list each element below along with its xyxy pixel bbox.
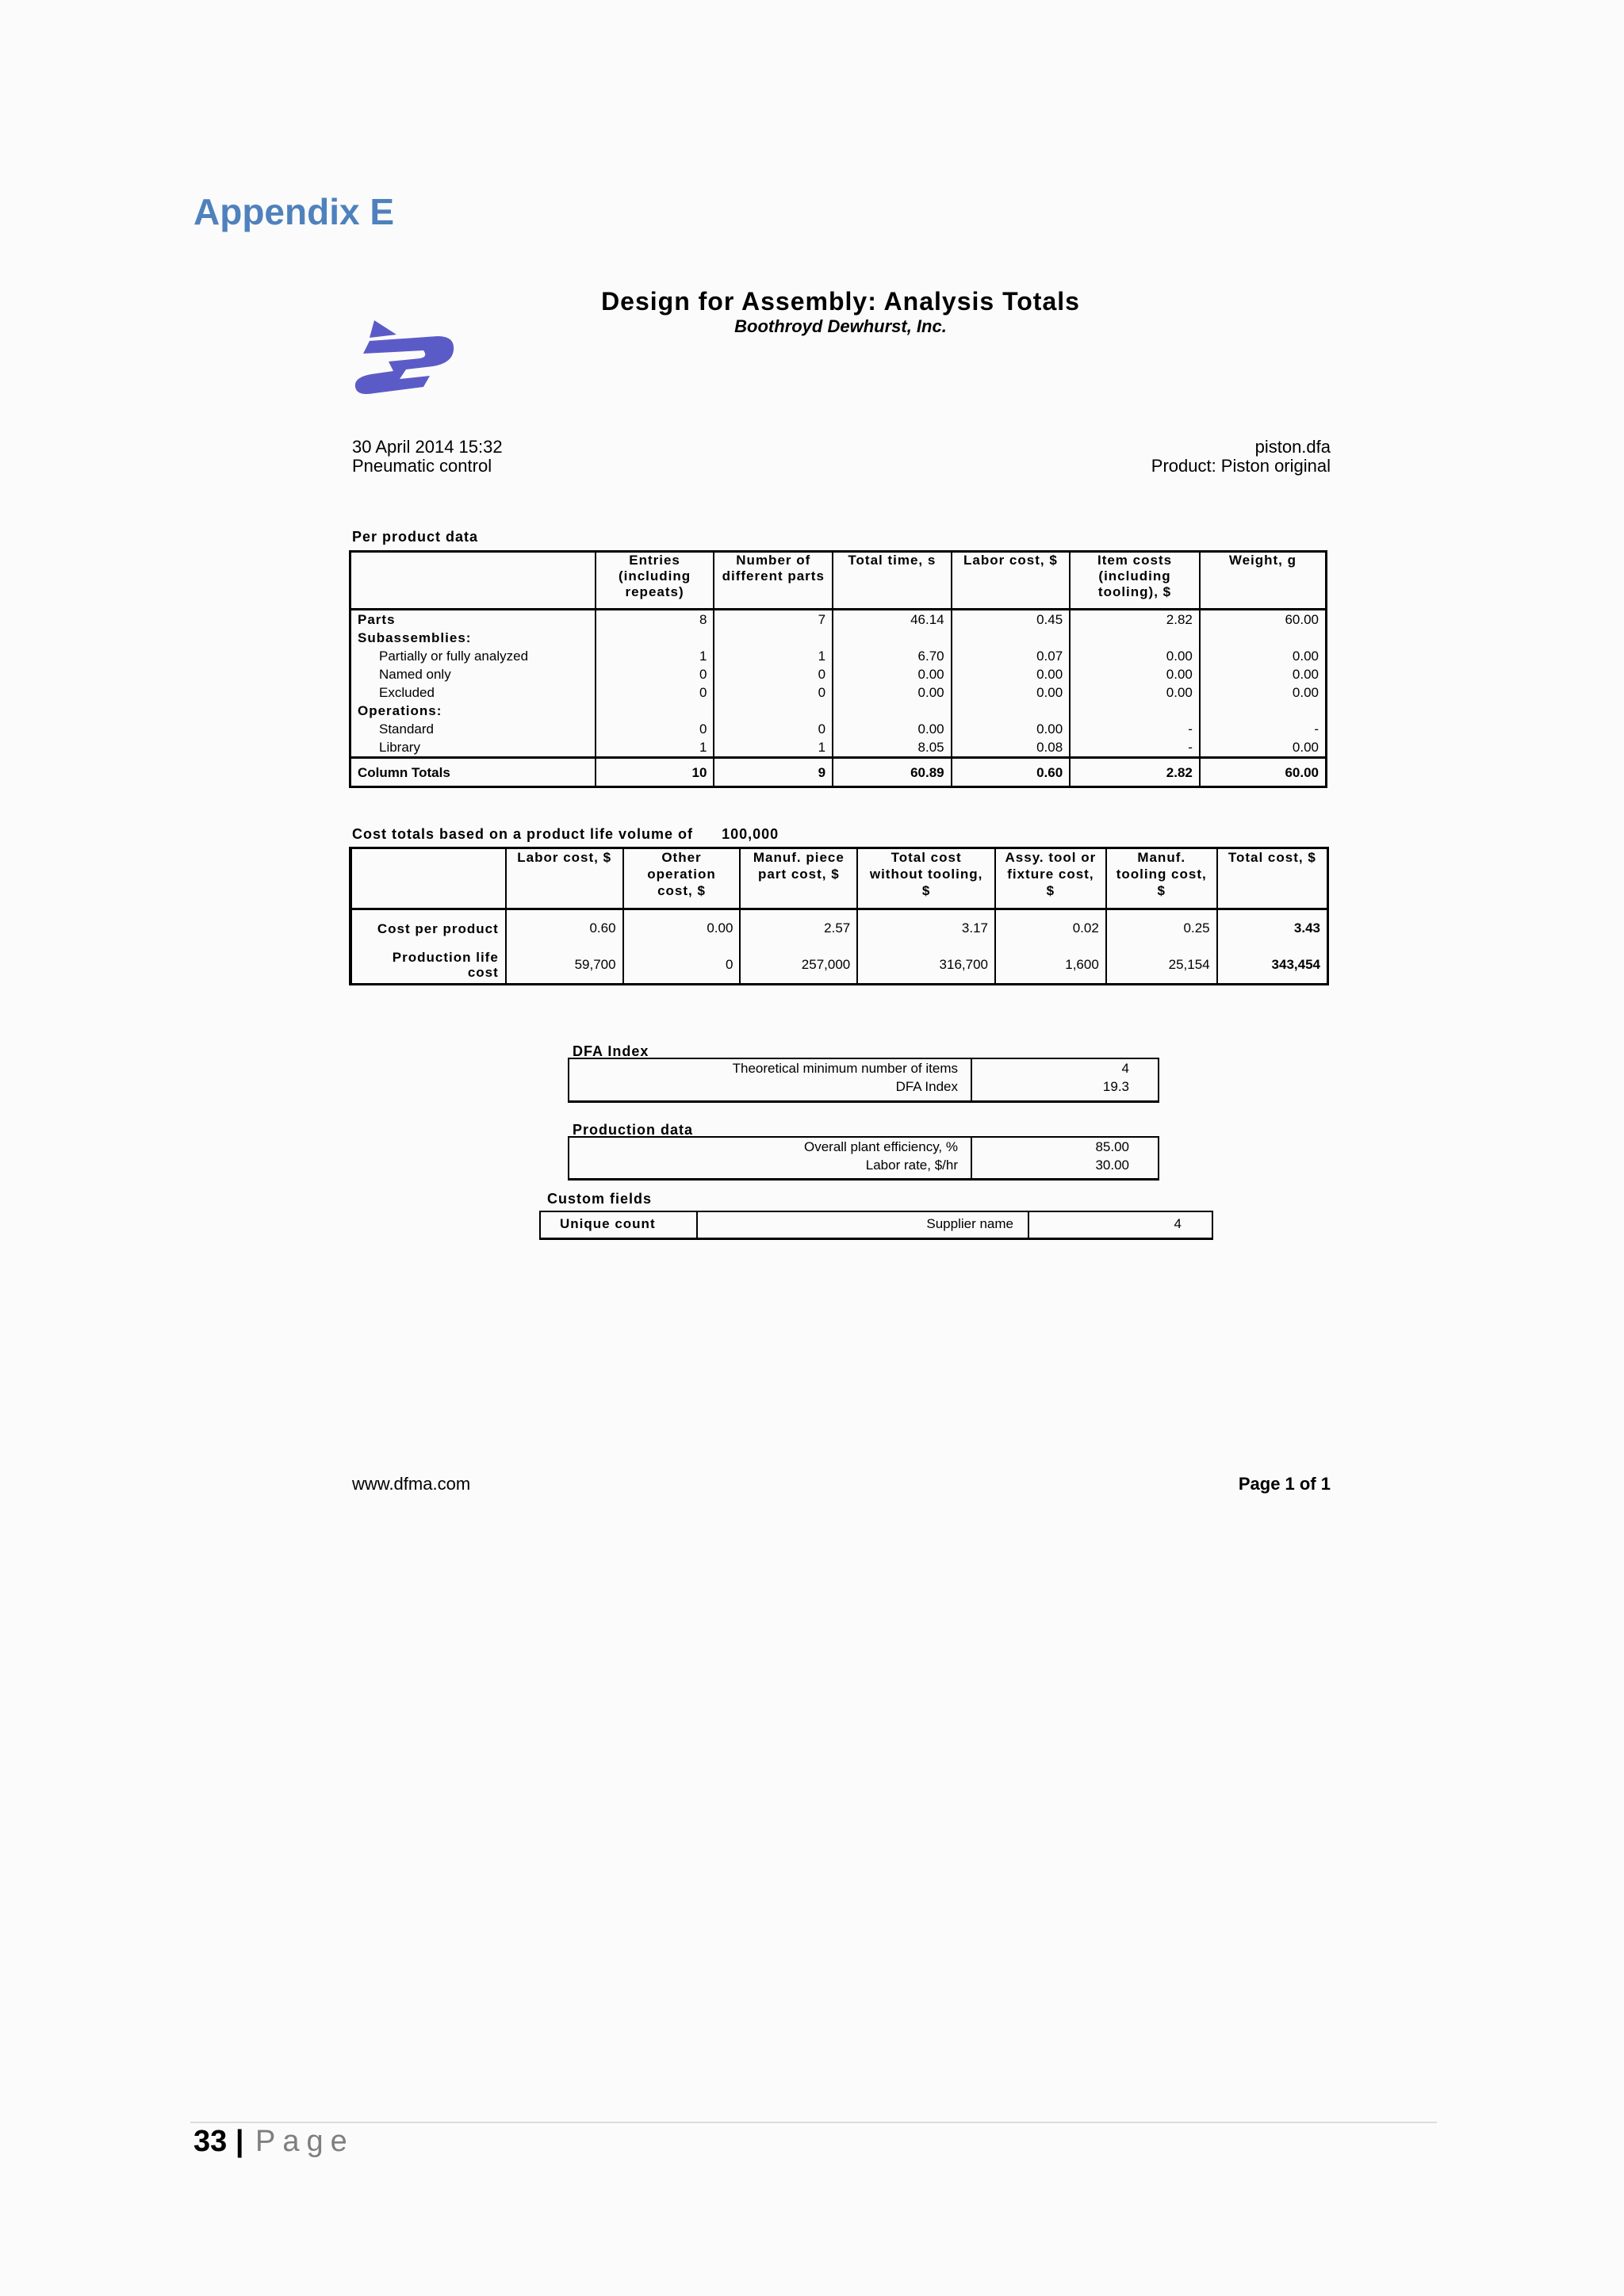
cell: 0.60 <box>506 909 623 947</box>
header-cell: Weight, g <box>1200 552 1327 610</box>
cell: 60.00 <box>1200 610 1327 629</box>
cell: 0.08 <box>952 738 1071 758</box>
header-cell-blank <box>350 848 506 909</box>
footer-website: www.dfma.com <box>352 1474 471 1494</box>
cell: 1 <box>596 738 714 758</box>
dfa-index-title: DFA Index <box>573 1043 649 1059</box>
cell: 59,700 <box>506 947 623 985</box>
cell: 0.00 <box>1200 665 1327 683</box>
header-cell: Labor cost, $ <box>952 552 1071 610</box>
row-label: Partially or fully analyzed <box>379 649 529 664</box>
cell: 2.57 <box>740 909 857 947</box>
report-date: 30 April 2014 15:32 <box>352 437 503 457</box>
cell: 257,000 <box>740 947 857 985</box>
report-company: Boothroyd Dewhurst, Inc. <box>734 316 947 336</box>
row-label: Column Totals <box>350 758 596 787</box>
cell: 46.14 <box>833 610 952 629</box>
plant-efficiency-label: Overall plant efficiency, % <box>803 1139 958 1154</box>
life-volume: 100,000 <box>722 826 779 842</box>
cell: 1 <box>596 647 714 665</box>
cell: 8 <box>596 610 714 629</box>
cell: 316,700 <box>857 947 995 985</box>
header-cell: Item costs (including tooling), $ <box>1070 552 1200 610</box>
header-cell: Total time, s <box>833 552 952 610</box>
cell: 0.00 <box>1070 665 1200 683</box>
report-title: Design for Assembly: Analysis Totals <box>601 287 1080 316</box>
footer-divider <box>190 2122 1437 2123</box>
header-cell: Total cost without tooling, $ <box>857 848 995 909</box>
table-header-row <box>350 552 1327 610</box>
dfa-index-value: 19.3 <box>1102 1079 1129 1094</box>
row-label: Excluded <box>379 685 435 700</box>
cell: 0.00 <box>1200 647 1327 665</box>
appendix-heading: Appendix E <box>193 191 395 232</box>
table-row <box>350 720 1327 738</box>
cell: 60.00 <box>1200 758 1327 787</box>
cell: 0 <box>714 720 833 738</box>
cell: 0.07 <box>952 647 1071 665</box>
page-number: 33 | <box>193 2125 244 2158</box>
custom-fields-title: Custom fields <box>547 1191 653 1207</box>
table-row <box>350 683 1327 702</box>
cell: 3.43 <box>1217 909 1328 947</box>
custom-field-label: Unique count <box>560 1216 656 1231</box>
header-cell: Other operation cost, $ <box>623 848 741 909</box>
header-cell: Assy. tool or fixture cost, $ <box>995 848 1106 909</box>
cell: 0.00 <box>952 683 1071 702</box>
table-row <box>350 647 1327 665</box>
per-product-table <box>349 550 1327 788</box>
cell: 7 <box>714 610 833 629</box>
row-label: Operations: <box>358 703 442 718</box>
labor-rate-value: 30.00 <box>1095 1158 1129 1173</box>
cost-totals-label: Cost totals based on a product life volume of <box>352 826 694 842</box>
row-label: Named only <box>379 667 451 682</box>
row-label: Subassemblies: <box>358 630 472 645</box>
row-label: Production life cost <box>392 950 499 980</box>
cell: - <box>1070 738 1200 758</box>
cell: 0.00 <box>1200 683 1327 702</box>
cell: 9 <box>714 758 833 787</box>
custom-field-value: 4 <box>1174 1216 1182 1231</box>
cell: 0.45 <box>952 610 1071 629</box>
cell: 0 <box>596 665 714 683</box>
header-cell-blank <box>350 552 596 610</box>
cell: 0 <box>714 665 833 683</box>
header-cell: Labor cost, $ <box>506 848 623 909</box>
cell: 0.60 <box>952 758 1071 787</box>
cell: 0.00 <box>952 720 1071 738</box>
report-description: Pneumatic control <box>352 456 492 476</box>
cell: 0 <box>714 683 833 702</box>
cell: 0.25 <box>1106 909 1217 947</box>
table-row <box>350 665 1327 683</box>
dfma-logo-icon <box>350 314 457 400</box>
dfa-index-label: DFA Index <box>895 1079 958 1094</box>
cost-totals-table <box>349 847 1329 985</box>
production-data-title: Production data <box>573 1122 694 1138</box>
labor-rate-label: Labor rate, $/hr <box>865 1158 958 1173</box>
footer-page-of: Page 1 of 1 <box>1238 1474 1331 1494</box>
table-row <box>350 702 1327 720</box>
header-cell: Entries (including repeats) <box>596 552 714 610</box>
column-totals-row <box>350 758 1327 787</box>
cell: - <box>1070 720 1200 738</box>
cell: 0.00 <box>1200 738 1327 758</box>
table-row <box>350 610 1327 629</box>
per-product-title: Per product data <box>352 529 479 545</box>
cell: 0.00 <box>833 665 952 683</box>
cell: 25,154 <box>1106 947 1217 985</box>
cell: 1,600 <box>995 947 1106 985</box>
cell: 0.00 <box>952 665 1071 683</box>
cell: 0.00 <box>1070 683 1200 702</box>
cell: 0.00 <box>833 720 952 738</box>
cell: 0.02 <box>995 909 1106 947</box>
header-cell: Number of different parts <box>714 552 833 610</box>
row-label: Standard <box>379 721 434 737</box>
cell: 3.17 <box>857 909 995 947</box>
cell: 60.89 <box>833 758 952 787</box>
cell: 2.82 <box>1070 758 1200 787</box>
header-cell: Manuf. tooling cost, $ <box>1106 848 1217 909</box>
cell: - <box>1200 720 1327 738</box>
table-header-row <box>350 848 1328 909</box>
cell: 6.70 <box>833 647 952 665</box>
cell: 343,454 <box>1217 947 1328 985</box>
dfa-index-box <box>568 1058 1159 1103</box>
plant-efficiency-value: 85.00 <box>1095 1139 1129 1154</box>
custom-fields-box <box>539 1211 1213 1240</box>
production-data-box <box>568 1136 1159 1181</box>
page-word: Page <box>255 2125 354 2158</box>
cell: 0 <box>623 947 741 985</box>
table-row <box>350 909 1328 947</box>
header-cell: Total cost, $ <box>1217 848 1328 909</box>
header-cell: Manuf. piece part cost, $ <box>740 848 857 909</box>
dfa-min-items-label: Theoretical minimum number of items <box>732 1061 958 1076</box>
cell: 0.00 <box>623 909 741 947</box>
row-label: Library <box>379 740 420 755</box>
cell: 0 <box>596 683 714 702</box>
cell: 8.05 <box>833 738 952 758</box>
cost-totals-title <box>352 826 779 843</box>
cell: 1 <box>714 647 833 665</box>
custom-field-name: Supplier name <box>926 1216 1013 1231</box>
table-row <box>350 738 1327 758</box>
cell: 0 <box>596 720 714 738</box>
dfa-min-items-value: 4 <box>1121 1061 1129 1076</box>
cell: 1 <box>714 738 833 758</box>
row-label: Cost per product <box>377 920 499 936</box>
row-label: Parts <box>358 612 396 627</box>
table-row <box>350 629 1327 647</box>
cell: 0.00 <box>833 683 952 702</box>
table-row <box>350 947 1328 985</box>
report-filename: piston.dfa <box>1254 437 1331 457</box>
cell: 0.00 <box>1070 647 1200 665</box>
report-product: Product: Piston original <box>1151 456 1331 476</box>
cell: 2.82 <box>1070 610 1200 629</box>
cell: 10 <box>596 758 714 787</box>
